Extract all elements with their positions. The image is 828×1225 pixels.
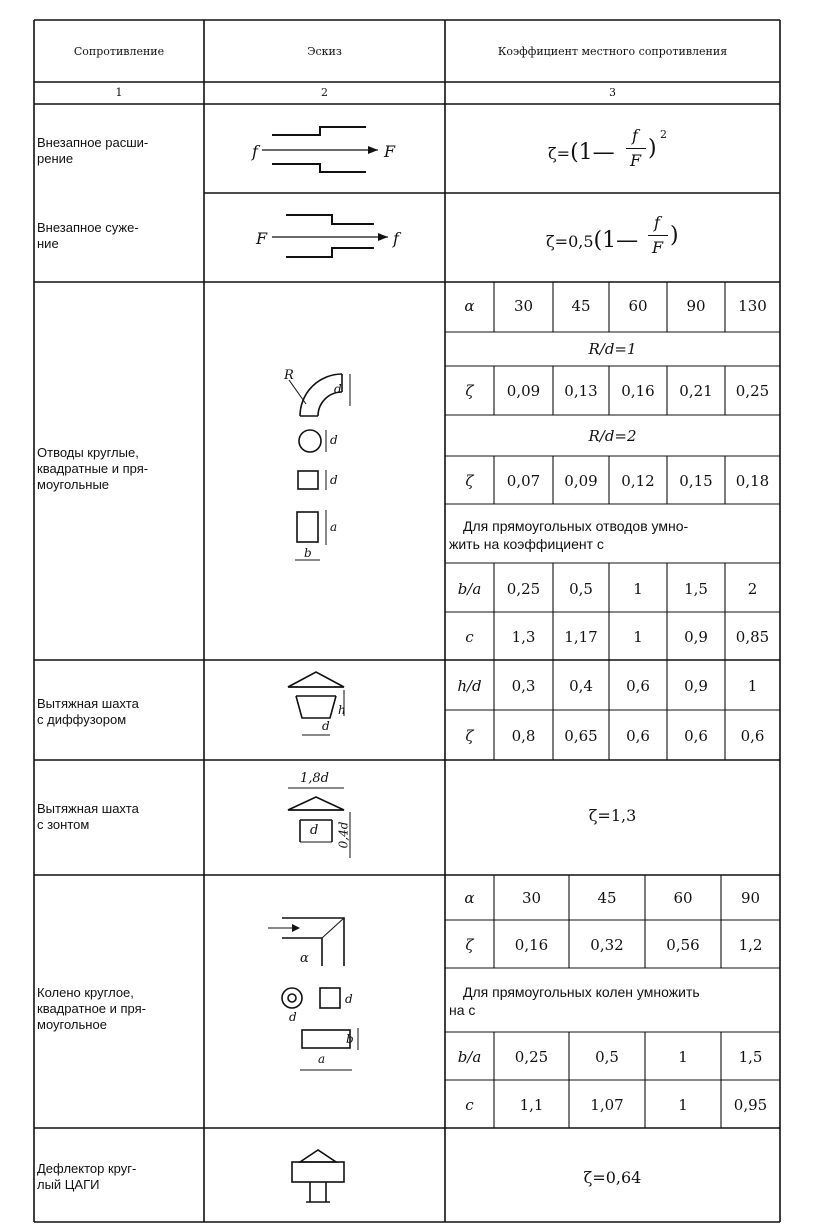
table-cell: 90 (740, 889, 761, 907)
sketch-label: d (322, 719, 330, 733)
formula-numerator: f (654, 213, 660, 232)
table-cell: 0,18 (735, 472, 770, 490)
table-cell: 0,8 (511, 727, 536, 745)
table-cell: 90 (686, 297, 706, 315)
formula-close: ) (648, 136, 657, 161)
formula-close: ) (670, 223, 679, 248)
table-cell: 1,17 (564, 628, 598, 646)
row-name-line: квадратное и пря- (37, 1001, 147, 1016)
table-cell: 0,21 (679, 382, 713, 400)
sketch-label: f (393, 229, 399, 248)
table-cell: 1,5 (684, 580, 708, 598)
table-cell: 0,5 (569, 580, 593, 598)
table-cell: 1 (633, 628, 643, 646)
ba-label: b/a (457, 580, 482, 598)
table-cell: 1 (678, 1048, 688, 1066)
table-cell: 1,2 (738, 936, 763, 954)
contraction-sketch (272, 215, 388, 257)
table-cell: 60 (628, 297, 648, 315)
row-name-line: Вытяжная шахта (37, 696, 139, 711)
row-name-line: лый ЦАГИ (37, 1177, 100, 1192)
table-cell: 0,25 (506, 580, 541, 598)
note-line: на c (449, 1002, 476, 1018)
expansion-sketch (262, 127, 378, 172)
row-name-line: Дефлектор круг- (37, 1161, 137, 1176)
row-name-line: Отводы круглые, (37, 445, 139, 460)
sketch-label: b (346, 1032, 354, 1046)
table-cell: 0,56 (666, 936, 700, 954)
c-label: c (465, 628, 474, 646)
table-cell: 0,13 (564, 382, 598, 400)
formula-contraction: ζ=0,5(1— (546, 228, 639, 253)
sketch-label: d (334, 382, 342, 396)
table-cell: 1,1 (519, 1096, 544, 1114)
table-cell: 0,65 (564, 727, 598, 745)
formula-hood: ζ=1,3 (588, 806, 637, 825)
bend-sketch (289, 374, 350, 560)
formula-power: 2 (660, 128, 667, 141)
ba-label: b/a (457, 1048, 482, 1066)
column-number: 3 (609, 86, 616, 99)
header-resistance: Сопротивление (73, 45, 165, 58)
zeta-label: ζ (465, 382, 474, 400)
table-cell: 0,6 (740, 727, 765, 745)
row-name-line: моугольные (37, 477, 110, 492)
sketch-label: R (284, 368, 294, 383)
sketch-label: a (330, 520, 338, 534)
sketch-label: d (310, 823, 319, 838)
deflector-sketch (292, 1150, 344, 1202)
sketch-label: d (330, 433, 338, 447)
table-cell: 0,95 (733, 1096, 768, 1114)
table-cell: 0,16 (514, 936, 549, 954)
row-name-line: Вытяжная шахта (37, 801, 139, 816)
table-cell: 130 (738, 297, 767, 315)
table-cell: 0,6 (684, 727, 708, 745)
sketch-label: d (289, 1010, 297, 1024)
table-cell: 0,16 (621, 382, 655, 400)
row-name-line: Внезапное суже- (37, 220, 139, 235)
header-coefficient: Коэффициент местного сопротивления (497, 45, 728, 58)
sketch-label: α (300, 951, 309, 966)
note-line: Для прямоугольных отводов умно- (463, 518, 689, 534)
row-name-line: Колено круглое, (37, 985, 134, 1000)
column-number: 1 (115, 86, 123, 99)
table-cell: 0,5 (595, 1048, 619, 1066)
row-name-line: рение (37, 151, 74, 166)
table-cell: 1,5 (738, 1048, 763, 1066)
column-number: 2 (321, 86, 328, 99)
table-cell: 0,15 (679, 472, 713, 490)
row-name-line: моугольное (37, 1017, 107, 1032)
table-cell: 30 (521, 889, 542, 907)
table-cell: 45 (597, 889, 617, 907)
formula-denominator: F (652, 238, 664, 257)
zeta-label: ζ (465, 936, 474, 954)
fraction-bar (626, 148, 646, 149)
fraction-bar (648, 235, 668, 236)
table-cell: 0,09 (564, 472, 598, 490)
c-label: c (465, 1096, 474, 1114)
sketch-label: b (304, 546, 312, 560)
sketch-label: h (338, 703, 346, 717)
table-cell: 30 (513, 297, 534, 315)
table-cell: 0,9 (684, 628, 708, 646)
table-cell: 0,4 (569, 677, 593, 695)
table-cell: 0,85 (735, 628, 770, 646)
alpha-label: α (464, 889, 475, 907)
table-cell: 45 (571, 297, 591, 315)
row-name-line: с диффузором (37, 712, 127, 727)
table-cell: 60 (673, 889, 693, 907)
row-name-line: квадратные и пря- (37, 461, 149, 476)
sketch-label: f (252, 142, 258, 161)
table-cell: 1 (633, 580, 643, 598)
table-cell: 0,07 (506, 472, 541, 490)
note-line: Для прямоугольных колен умножить (463, 984, 700, 1000)
header-sketch: Эскиз (307, 45, 342, 58)
table-cell: 0,12 (621, 472, 655, 490)
row-name-line: ние (37, 236, 59, 251)
diffuser-sketch (288, 672, 344, 735)
zeta-label: ζ (465, 727, 474, 745)
formula-denominator: F (630, 151, 642, 170)
rd-label: R/d=1 (588, 340, 637, 358)
formula-deflector: ζ=0,64 (583, 1168, 642, 1187)
table-cell: 0,25 (514, 1048, 549, 1066)
table-cell: 1,3 (511, 628, 536, 646)
sketch-label: d (330, 473, 338, 487)
alpha-label: α (464, 297, 475, 315)
rd-label: R/d=2 (588, 427, 637, 445)
note-line: жить на коэффициент c (449, 536, 604, 552)
sketch-label: a (318, 1052, 326, 1066)
table-cell: 0,32 (590, 936, 624, 954)
sketch-label: 1,8d (300, 771, 329, 786)
table-cell: 0,09 (506, 382, 541, 400)
zeta-label: ζ (465, 472, 474, 490)
table-cell: 0,3 (511, 677, 536, 695)
table-cell: 1 (747, 677, 758, 695)
row-name-line: с зонтом (37, 817, 90, 832)
sketch-label: 0,4d (336, 821, 351, 849)
table-cell: 0,25 (735, 382, 770, 400)
table-cell: 1,07 (590, 1096, 624, 1114)
table-cell: 2 (747, 580, 758, 598)
formula-expansion: ζ=(1— (548, 140, 615, 165)
sketch-label: d (345, 992, 353, 1006)
hd-label: h/d (457, 677, 482, 695)
table-cell: 1 (678, 1096, 688, 1114)
sketch-label: F (256, 229, 268, 248)
formula-numerator: f (632, 126, 638, 145)
table-cell: 0,9 (684, 677, 708, 695)
row-name-line: Внезапное расши- (37, 135, 149, 150)
table-cell: 0,6 (626, 727, 650, 745)
table-cell: 0,6 (626, 677, 650, 695)
sketch-label: F (384, 142, 396, 161)
